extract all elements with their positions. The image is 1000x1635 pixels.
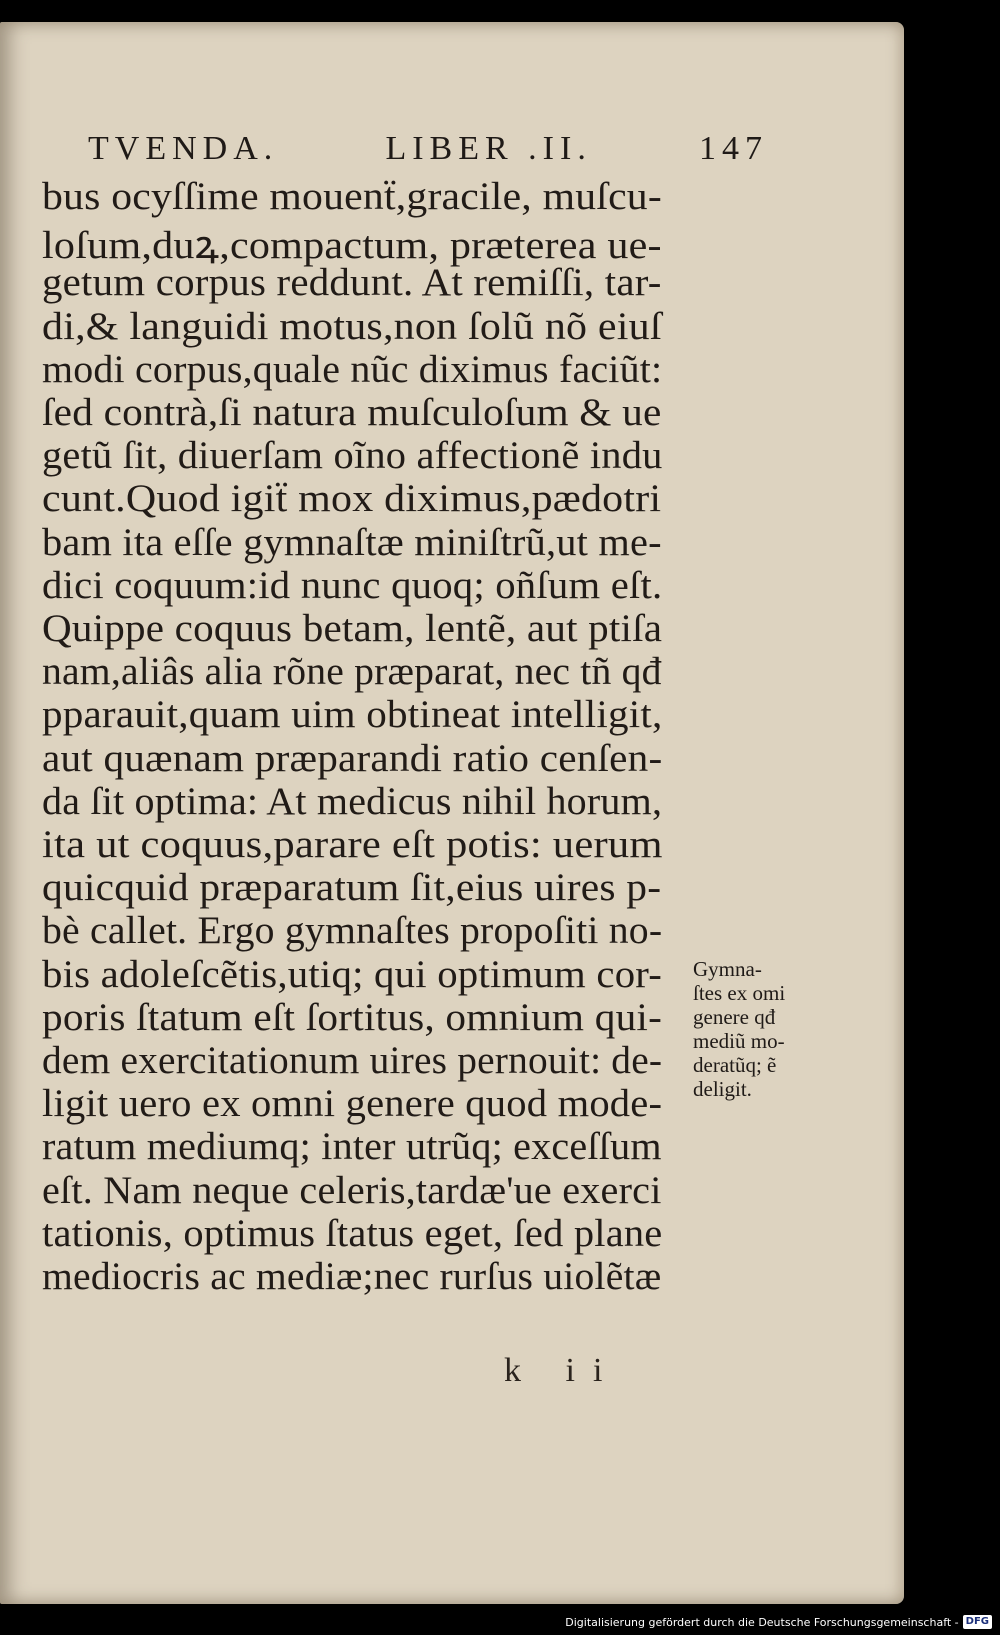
text-line: pparauit,quam uim obtineat intelligit, [42,693,663,737]
text-line: da ſit optima: At medicus nihil horum, [42,779,663,823]
text-line: poris ſtatum eſt ſortitus, omnium qui- [42,995,663,1039]
text-line: nam,aliâs alia rõne præparat, nec tñ qđ [42,650,662,694]
running-header [88,130,768,168]
signature-mark: k ii [504,1352,621,1389]
marginal-note-line: Gymna- [693,957,762,981]
marginal-note [693,957,853,1101]
marginal-note-line: mediũ mo- [693,1029,785,1053]
dfg-logo: DFG [963,1615,992,1629]
text-line: cunt.Quod igiẗ mox diximus,pædotri [42,477,662,521]
text-line: ligit uero ex omni genere quod mode- [42,1082,663,1126]
page-number: 147 [699,130,768,167]
text-line: aut quænam præparandi ratio cenſen- [42,736,663,780]
text-line: ita ut coquus,parare eſt potis: uerum [42,823,663,866]
text-line: ratum mediumq; inter utrũq; exceſſum [42,1125,662,1169]
text-line: mediocris ac mediæ;nec rurſus uiolẽtæ [42,1255,662,1298]
text-line: getum corpus reddunt. At remiſſi, tar- [42,261,662,305]
marginal-note-line: ſtes ex omi [693,981,786,1005]
text-line: bam ita eſſe gymnaſtæ miniſtrũ,ut me- [42,520,662,564]
marginal-note-line: genere qđ [693,1005,776,1029]
text-line: quicquid præparatum ſit,eius uires p- [42,866,662,910]
text-line: dici coquum:id nunc quoq; oñſum eſt. [42,563,663,607]
book-page [0,22,904,1604]
text-line: bis adoleſcẽtis,utiq; qui optimum cor- [42,952,663,996]
text-line: dem exercitationum uires pernouit: de- [42,1039,663,1082]
footer-credit-text: Digitalisierung gefördert durch die Deutsche Forschungsgemeinschaft - [565,1615,959,1629]
book-label: LIBER .II. [385,130,592,167]
text-line: ſed contrà,ſi natura muſculoſum & ue [42,391,662,434]
text-line: di,& languidi motus,non ſolũ nõ eiuſ [42,304,662,348]
text-line: Quippe coquus betam, lentẽ, aut ptiſa [42,607,663,650]
marginal-note-line: deligit. [693,1077,752,1101]
text-line: eſt. Nam neque celeris,tardæ'ue exerci [42,1168,662,1212]
running-title: TVENDA. [88,130,279,167]
text-line: tationis, optimus ſtatus eget, ſed plane [42,1211,663,1255]
text-line: bè callet. Ergo gymnaſtes propoſiti no- [42,909,663,953]
text-line: modi corpus,quale nũc diximus faciũt: [42,347,663,391]
marginal-note-line: deratũq; ẽ [693,1053,777,1077]
footer-credit [565,1615,992,1629]
text-line: bus ocyſſime mouenẗ,gracile, muſcu- [42,175,662,218]
text-line: getũ ſit, diuerſam oĩno affectionẽ indu [42,434,663,478]
text-line: loſum,duꝝ,compactum, præterea ue- [42,224,662,268]
